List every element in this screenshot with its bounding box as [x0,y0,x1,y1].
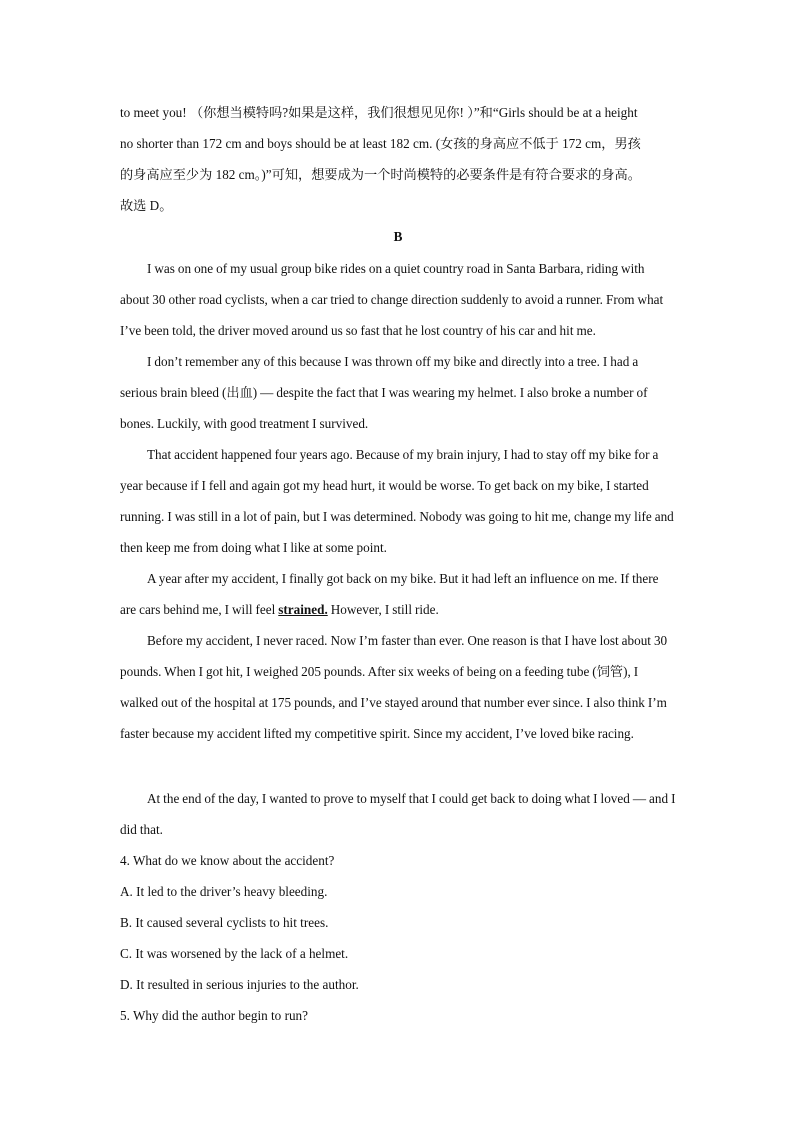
passage-paragraph: I don’t remember any of this because I was thrown off my bike and directly into a tree. I had a serious brain bleed (出血) — despite the fact that I was wearing my helmet. I also broke a number of bones. Luckily, with good treatment I survived. [120,354,648,431]
question-stem: 5. Why did the author begin to run? [120,1008,309,1023]
passage-paragraph: I was on one of my usual group bike rides on a quiet country road in Santa Barbara, riding with about 30 other road cyclists, when a car tried to change direction suddenly to avoid a runner. From what I’ve been told, the driver moved around us so fast that he lost country of his car and hit me. [120,261,664,338]
answer-option-d: D. It resulted in serious injuries to the author. [120,977,359,992]
explanation-line: 故选 D。 [120,198,173,213]
answer-option-a: A. It led to the driver’s heavy bleeding. [120,884,328,899]
explanation-line: to meet you! （你想当模特吗?如果是这样，我们很想见见你! ）”和“Girls should be at a height [120,105,638,120]
explanation-line: 的身高应至少为 182 cm。)”可知，想要成为一个时尚模特的必要条件是有符合要求的身高。 [120,167,641,182]
passage-paragraph [120,563,676,625]
passage-paragraph: At the end of the day, I wanted to prove to myself that I could get back to doing what I loved — and I did that. [120,791,676,837]
underlined-word-strained: strained. [278,602,328,617]
passage-paragraph: Before my accident, I never raced. Now I’m faster than ever. One reason is that I have lost about 30 pounds. When I got hit, I weighed 205 pounds. After six weeks of being on a feeding tube (饲管), I walked out of the hospital at 175 pounds, and I’ve stayed around that number ever since. I also think I’m faster because my accident lifted my competitive spirit. Since my accident, I’ve loved bike racing. [120,633,668,741]
answer-option-c: C. It was worsened by the lack of a helmet. [120,946,349,961]
question-stem: 4. What do we know about the accident? [120,853,335,868]
answer-option-b: B. It caused several cyclists to hit trees. [120,915,329,930]
explanation-line: no shorter than 172 cm and boys should be at least 182 cm. (女孩的身高应不低于 172 cm，男孩 [120,136,641,151]
passage-paragraph: That accident happened four years ago. Because of my brain injury, I had to stay off my bike for a year because if I fell and again got my head hurt, it would be worse. To get back on my bike, I started running. I was still in a lot of pain, but I was determined. Nobody was going to hit me, change my life and then keep me from doing what I like at some point. [120,447,674,555]
section-heading: B [393,229,403,244]
paragraph-text: However, I still ride. [327,602,439,617]
paragraph-text: A year after my accident, I finally got back on my bike. But it had left an influence on me. If there are cars behind me, I will feel [120,571,659,617]
